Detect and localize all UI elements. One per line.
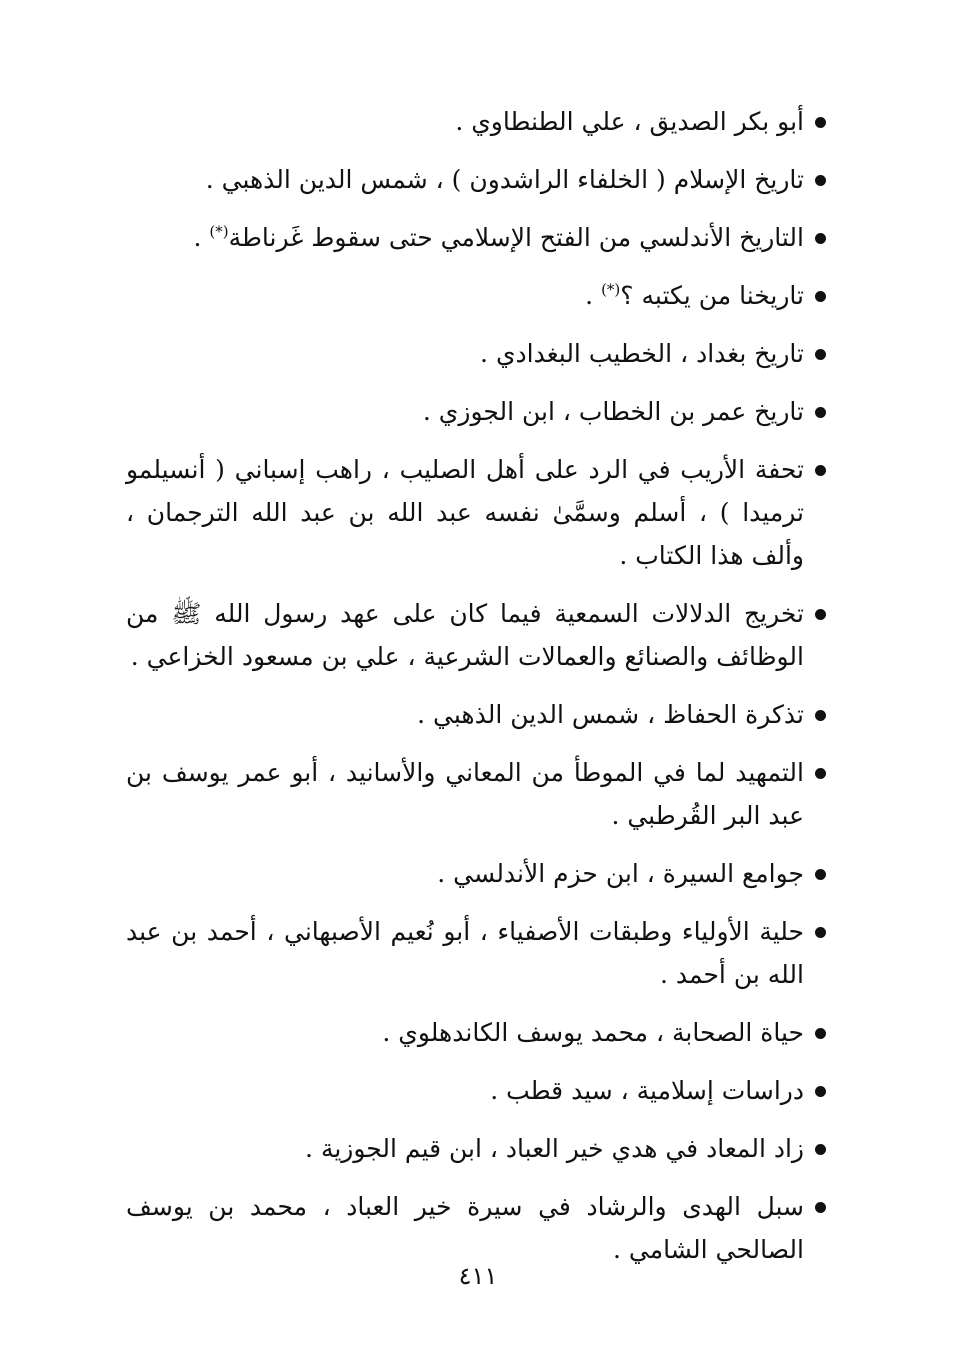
bullet-icon	[815, 609, 826, 620]
list-item	[126, 693, 826, 736]
bullet-icon	[815, 927, 826, 938]
entry-text: سبل الهدى والرشاد في سيرة خير العباد ، محمد بن يوسف الصالحي الشامي .	[126, 1192, 804, 1264]
entry-text: تخريج الدلالات السمعية فيما كان على عهد رسول الله ﷺ من الوظائف والصنائع والعمالات الشرعية ، علي بن مسعود الخزاعي .	[126, 599, 804, 671]
entry-text: زاد المعاد في هدي خير العباد ، ابن قيم الجوزية .	[305, 1134, 804, 1163]
entry-text: تاريخ الإسلام ( الخلفاء الراشدون ) ، شمس الدين الذهبي .	[205, 165, 804, 194]
entry-tail: .	[585, 281, 602, 310]
entry-text: التمهيد لما في الموطأ من المعاني والأسانيد ، أبو عمر يوسف بن عبد البر القُرطبي .	[126, 758, 804, 830]
list-item	[126, 910, 826, 996]
list-item	[126, 852, 826, 895]
bullet-icon	[815, 1086, 826, 1097]
footnote-marker: (*)	[601, 280, 621, 299]
list-item	[126, 592, 826, 678]
entry-text: جوامع السيرة ، ابن حزم الأندلسي .	[437, 859, 804, 888]
list-item	[126, 1069, 826, 1112]
list-item	[126, 390, 826, 433]
bullet-icon	[815, 768, 826, 779]
list-item	[126, 332, 826, 375]
entry-text: دراسات إسلامية ، سيد قطب .	[490, 1076, 804, 1105]
bullet-icon	[815, 349, 826, 360]
bibliography-list	[126, 100, 826, 1286]
bullet-icon	[815, 1028, 826, 1039]
bullet-icon	[815, 407, 826, 418]
list-item	[126, 216, 826, 259]
bullet-icon	[815, 710, 826, 721]
entry-text: أبو بكر الصديق ، علي الطنطاوي .	[455, 107, 804, 136]
bullet-icon	[815, 1202, 826, 1213]
page-number: ٤١١	[458, 1262, 498, 1290]
bullet-icon	[815, 291, 826, 302]
entry-text: تاريخ بغداد ، الخطيب البغدادي .	[480, 339, 804, 368]
list-item	[126, 448, 826, 577]
entry-text: تذكرة الحفاظ ، شمس الدين الذهبي .	[417, 700, 804, 729]
bullet-icon	[815, 175, 826, 186]
entry-tail: .	[193, 223, 210, 252]
list-item	[126, 100, 826, 143]
footnote-marker: (*)	[209, 222, 229, 241]
list-item	[126, 158, 826, 201]
entry-text: تاريخ عمر بن الخطاب ، ابن الجوزي .	[422, 397, 804, 426]
bullet-icon	[815, 465, 826, 476]
entry-text: تاريخنا من يكتبه ؟	[620, 281, 804, 310]
bullet-icon	[815, 869, 826, 880]
bullet-icon	[815, 1144, 826, 1155]
entry-text: التاريخ الأندلسي من الفتح الإسلامي حتى سقوط غَرناطة	[228, 223, 804, 252]
entry-text: تحفة الأريب في الرد على أهل الصليب ، راهب إسباني ( أنسيلمو ترميدا ) ، أسلم وسمَّىٰ نفسه عبد الله بن عبد الله الترجمان ، وألف هذا الكتاب .	[126, 455, 804, 570]
list-item	[126, 1011, 826, 1054]
entry-text: حياة الصحابة ، محمد يوسف الكاندهلوي .	[382, 1018, 804, 1047]
list-item	[126, 274, 826, 317]
bullet-icon	[815, 117, 826, 128]
entry-text: حلية الأولياء وطبقات الأصفياء ، أبو نُعيم الأصبهاني ، أحمد بن عبد الله بن أحمد .	[126, 917, 804, 989]
list-item	[126, 751, 826, 837]
bullet-icon	[815, 233, 826, 244]
list-item	[126, 1127, 826, 1170]
list-item	[126, 1185, 826, 1271]
